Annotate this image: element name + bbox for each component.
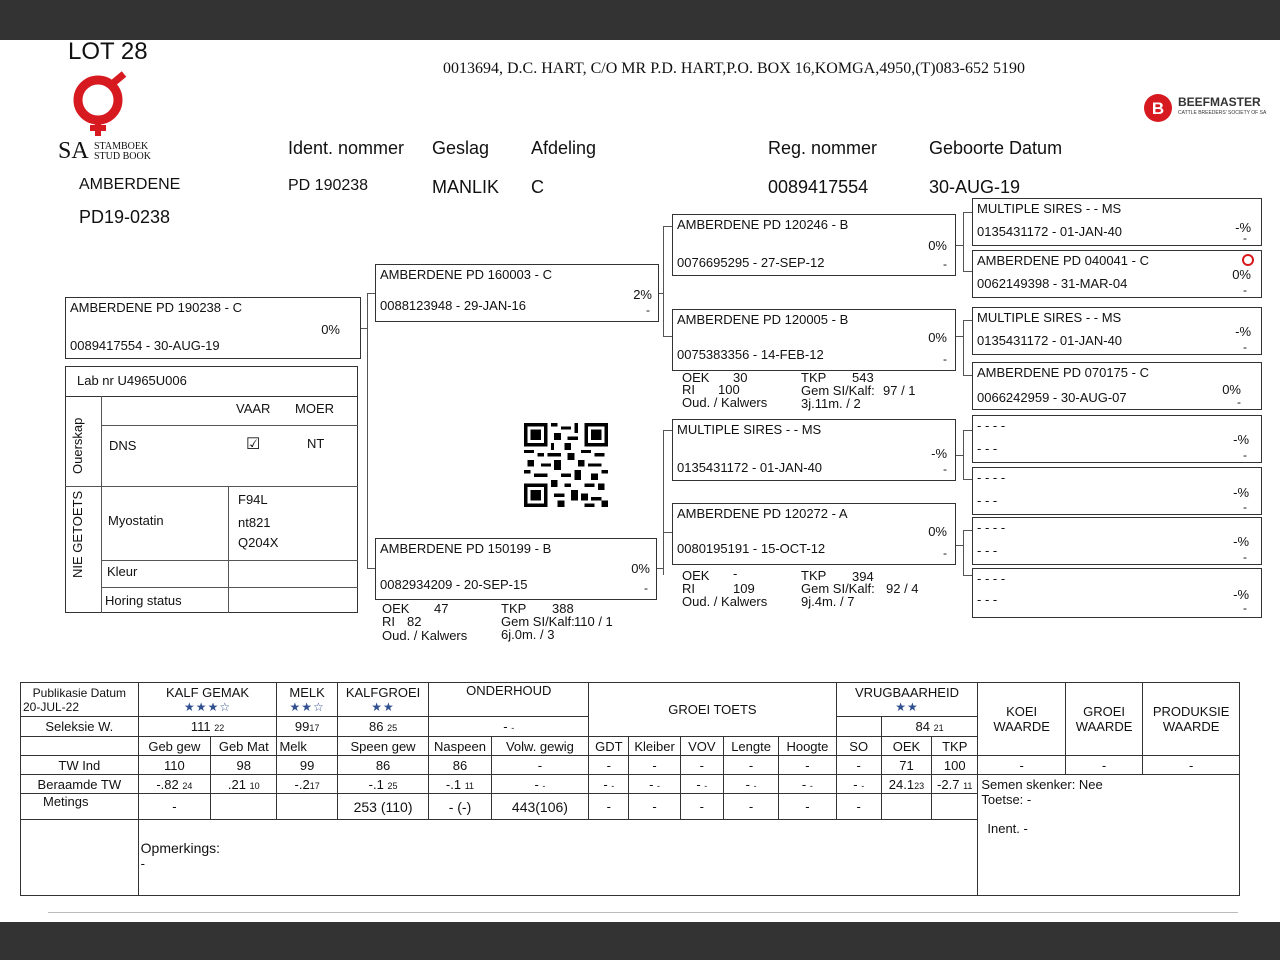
dd-ri: 109: [733, 581, 755, 596]
ggp-name-7: - - - -: [977, 520, 1006, 535]
col-gdt: GDT: [589, 737, 629, 756]
table-cell: [491, 775, 589, 794]
ggp-name-4: AMBERDENE PD 070175 - C: [977, 365, 1149, 380]
sire-dam-dash: -: [943, 352, 947, 366]
col-tkp: TKP: [932, 737, 978, 756]
ggp-dash-5: -: [1243, 448, 1247, 462]
logo-studbook: STUD BOOK: [94, 151, 151, 162]
ggp-box-1: [972, 198, 1262, 246]
sel-melk: [277, 717, 337, 737]
sel-kalfgroei: [337, 717, 429, 737]
red-mark-icon: [1241, 253, 1255, 267]
table-cell: [337, 775, 429, 794]
dam-oek: 47: [434, 601, 449, 616]
table-cell: [629, 775, 680, 794]
footer-divider: [48, 912, 1238, 913]
ggp-pct-4: 0%: [1222, 382, 1241, 397]
ber-acc: -: [861, 780, 865, 791]
ggp-box-4: [972, 362, 1262, 410]
ggp-reg-2: 0062149398 - 31-MAR-04: [977, 276, 1128, 291]
ggp-reg-3: 0135431172 - 01-JAN-40: [977, 333, 1123, 348]
beefmaster-name: BEEFMASTER: [1178, 95, 1261, 109]
table-cell: -: [629, 794, 680, 820]
table-cell: 100: [932, 756, 978, 775]
table-cell: [277, 775, 337, 794]
lab-nr-box: [65, 366, 358, 397]
nie-getoets-label: NIE GETOETS: [70, 490, 85, 578]
sd-oek: 30: [733, 370, 748, 385]
ggp-dash-4: -: [1237, 395, 1241, 409]
sire-sire-box: [672, 214, 956, 276]
vrug-head: [836, 683, 978, 717]
breeder-line: 0013694, D.C. HART, C/O MR P.D. HART,P.O. BOX 16,KOMGA,4950,(T)083-652 5190: [443, 60, 1025, 77]
table-cell: [589, 775, 629, 794]
ber-acc: -: [657, 780, 661, 791]
dns-label: DNS: [109, 438, 137, 453]
kalfgroei-stars-icon: ★★: [371, 700, 395, 714]
table-cell: [881, 794, 931, 820]
dam-tkp: 388: [552, 601, 574, 616]
table-cell: -: [723, 794, 778, 820]
myostatin-nt821: nt821: [238, 515, 271, 530]
animal-code: PD19-0238: [79, 207, 171, 227]
lab-nr: Lab nr U4965U006: [77, 373, 187, 388]
sel-vrug-blank: [836, 717, 881, 737]
ber-acc: 23: [914, 780, 925, 791]
dam-dash: -: [644, 581, 648, 595]
col-kleiber: Kleiber: [629, 737, 680, 756]
kalf-gemak-head: [138, 683, 277, 717]
dam-oud-label: Oud. / Kalwers: [382, 628, 468, 643]
sel-vrug-sub: 21: [933, 723, 944, 733]
table-cell: -: [589, 794, 629, 820]
sel-ond-sub: -: [511, 723, 515, 733]
col-volw-gewig: Volw. gewig: [491, 737, 589, 756]
sel-kg-sub: 22: [214, 723, 225, 733]
beraamde-row: [21, 775, 1240, 794]
dam-gem-label: Gem SI/Kalf:: [501, 614, 575, 629]
dd-tkp: 394: [852, 569, 874, 584]
col-oek: OEK: [881, 737, 931, 756]
dam-sire-pct: -%: [931, 446, 947, 461]
ggp-name-3: MULTIPLE SIRES - - MS: [977, 310, 1122, 325]
melk-stars-icon: ★★☆: [289, 700, 325, 714]
table-cell: -: [723, 756, 778, 775]
dam-tkp-label: TKP: [501, 601, 527, 616]
table-cell: -: [779, 794, 836, 820]
remarks-value: -: [140, 856, 146, 871]
remarks-cell: [138, 820, 978, 896]
table-cell: 110: [138, 756, 210, 775]
inent-text: Inent. -: [987, 821, 1028, 836]
produksie-waarde-head: PRODUKSIE WAARDE: [1143, 683, 1240, 756]
sire-sire-pct: 0%: [928, 238, 947, 253]
sire-dash: -: [646, 303, 650, 317]
pub-date: 20-JUL-22: [23, 699, 80, 714]
kalfgroei-label: KALFGROEI: [345, 685, 421, 700]
sire-pct: 2%: [633, 287, 652, 302]
met-label: Metings: [21, 794, 139, 820]
table-cell: 86: [337, 756, 429, 775]
col-hoogte: Hoogte: [779, 737, 836, 756]
sd-oek-label: OEK: [682, 370, 710, 385]
ggp-box-6: [972, 467, 1262, 515]
dd-ri-label: RI: [682, 581, 695, 596]
sd-ri: 100: [718, 382, 740, 397]
dd-tkp-label: TKP: [801, 568, 827, 583]
sel-kalf-gemak: [138, 717, 277, 737]
vrug-label: VRUGBAARHEID: [854, 685, 959, 700]
pub-cell: [21, 683, 139, 717]
col-speen-gew: Speen gew: [337, 737, 429, 756]
ggp-dash-3: -: [1243, 340, 1247, 354]
ggp-dash-8: -: [1243, 601, 1247, 615]
lot-number: LOT 28: [68, 38, 148, 65]
dam-dam-box: [672, 503, 956, 565]
col-geb-gew: Geb gew: [138, 737, 210, 756]
reg-header: Reg. nommer: [768, 138, 878, 158]
dam-dam-dash: -: [943, 546, 947, 560]
sel-melk-val: 99: [294, 719, 310, 734]
dam-sire-name: MULTIPLE SIRES - - MS: [677, 422, 822, 437]
table-cell: 71: [881, 756, 931, 775]
subject-name: AMBERDENE PD 190238 - C: [70, 300, 242, 315]
sel-vrug: [881, 717, 978, 737]
ber-acc: -: [809, 780, 813, 791]
ber-val: -: [801, 776, 807, 792]
ber-val: -: [853, 776, 858, 792]
horing-status-label: Horing status: [105, 593, 182, 608]
moer-value: NT: [307, 436, 325, 451]
tw-row: [21, 756, 1240, 775]
table-cell: [680, 775, 723, 794]
table-cell: [836, 775, 881, 794]
melk-head: [277, 683, 337, 717]
sd-gem-label: Gem SI/Kalf:: [801, 383, 875, 398]
ident-value: PD 190238: [288, 177, 369, 194]
ber-acc: 24: [182, 780, 193, 791]
subject-reg: 0089417554 - 30-AUG-19: [70, 338, 220, 353]
ggp-name-6: - - - -: [977, 470, 1006, 485]
ber-val: -: [649, 776, 654, 792]
ggp-name-1: MULTIPLE SIRES - - MS: [977, 201, 1122, 216]
table-cell: -: [680, 794, 723, 820]
dd-oud-label: Oud. / Kalwers: [682, 594, 768, 609]
table-cell: -: [138, 794, 210, 820]
ggp-reg-1: 0135431172 - 01-JAN-40: [977, 224, 1123, 239]
koei-waarde-head: KOEI WAARDE: [978, 683, 1066, 756]
ggp-reg-8: - - -: [977, 592, 998, 607]
col-melk: Melk: [277, 737, 337, 756]
sire-dam-name: AMBERDENE PD 120005 - B: [677, 312, 849, 327]
ggp-name-8: - - - -: [977, 571, 1006, 586]
ber-val: -2.7: [937, 776, 960, 792]
pub-label: Publikasie Datum: [32, 685, 127, 700]
breeding-values-table: [20, 682, 1240, 896]
vaar-checkbox-icon: ☑: [246, 436, 261, 453]
kalf-gemak-stars-icon: ★★★☆: [184, 700, 232, 714]
ggp-reg-4: 0066242959 - 30-AUG-07: [977, 390, 1127, 405]
ggp-pct-3: -%: [1235, 324, 1251, 339]
herd-name: AMBERDENE: [79, 176, 181, 193]
ber-val: -.1: [368, 776, 384, 792]
table-cell: [211, 775, 277, 794]
sire-sire-name: AMBERDENE PD 120246 - B: [677, 217, 849, 232]
table-cell: -: [629, 756, 680, 775]
ber-acc: -: [753, 780, 757, 791]
moer-header: MOER: [295, 401, 334, 416]
dam-gem: 110 / 1: [574, 614, 613, 629]
remarks-blank: [21, 820, 139, 896]
myostatin-f94l: F94L: [238, 492, 268, 507]
ber-val: -: [745, 776, 750, 792]
table-cell: 98: [211, 756, 277, 775]
top-bar: [0, 0, 1280, 40]
melk-label: MELK: [289, 685, 325, 700]
ggp-dash-7: -: [1243, 550, 1247, 564]
table-cell: [779, 775, 836, 794]
ber-acc: -: [704, 780, 708, 791]
table-cell: 86: [429, 756, 491, 775]
sire-box: [375, 264, 659, 322]
ber-val: -.82: [156, 776, 179, 792]
sel-onderhoud: [429, 717, 589, 737]
ber-val: .21: [227, 776, 246, 792]
dam-sire-dash: -: [943, 462, 947, 476]
sel-melk-sub: 17: [309, 723, 320, 733]
col-lengte: Lengte: [723, 737, 778, 756]
ber-acc: -: [611, 780, 615, 791]
table-cell: -: [836, 756, 881, 775]
dam-dam-name: AMBERDENE PD 120272 - A: [677, 506, 848, 521]
sd-tkp: 543: [852, 370, 874, 385]
table-cell: -: [779, 756, 836, 775]
table-cell: 99: [277, 756, 337, 775]
dam-reg: 0082934209 - 20-SEP-15: [380, 577, 528, 592]
svg-text:B: B: [1151, 99, 1165, 118]
sel-vrug-val: 84: [915, 719, 931, 734]
remarks-label: Opmerkings:: [140, 840, 221, 856]
ggp-dash-2: -: [1243, 283, 1247, 297]
lab-test-box: [65, 396, 358, 613]
sel-groei-val: 86: [369, 719, 384, 734]
table-cell: 253 (110): [337, 794, 429, 820]
ber-acc: 10: [249, 780, 260, 791]
ggp-pct-8: -%: [1233, 587, 1249, 602]
tw-groei-waarde: -: [1065, 756, 1142, 775]
tw-produksie-waarde: -: [1143, 756, 1240, 775]
table-cell: [277, 794, 337, 820]
sel-groei-sub: 25: [387, 723, 398, 733]
sd-oud: 3j.11m. / 2: [801, 396, 861, 411]
ber-acc: 11: [963, 780, 973, 791]
cols-blank: [21, 737, 139, 756]
ggp-dash-1: -: [1243, 231, 1247, 245]
ber-val: -: [603, 776, 608, 792]
ggp-pct-7: -%: [1233, 534, 1249, 549]
ber-val: -.2: [294, 776, 310, 792]
dam-sire-reg: 0135431172 - 01-JAN-40: [677, 460, 823, 475]
table-cell: -: [836, 794, 881, 820]
logo-sa: SA: [58, 138, 89, 164]
dd-gem: 92 / 4: [886, 581, 919, 596]
subject-box: [65, 297, 361, 359]
ggp-reg-5: - - -: [977, 441, 998, 456]
vrug-stars-icon: ★★: [895, 700, 919, 714]
kalf-gemak-label: KALF GEMAK: [166, 685, 250, 700]
beefmaster-b-icon: [1143, 93, 1173, 123]
sd-oud-label: Oud. / Kalwers: [682, 395, 768, 410]
col-so: SO: [836, 737, 881, 756]
ber-acc: 17: [309, 780, 320, 791]
ouerskap-label: Ouerskap: [70, 417, 85, 474]
sel-kg-val: 111: [190, 719, 211, 734]
dam-ri: 82: [407, 614, 422, 629]
ggp-box-7: [972, 517, 1262, 565]
sd-ri-label: RI: [682, 382, 695, 397]
ber-val: -.1: [445, 776, 462, 792]
toetse-text: Toetse: -: [981, 792, 1032, 807]
section-value: C: [531, 177, 544, 197]
ggp-box-8: [972, 568, 1262, 618]
sire-dam-reg: 0075383356 - 14-FEB-12: [677, 347, 824, 362]
table-cell: [138, 775, 210, 794]
dam-dam-pct: 0%: [928, 524, 947, 539]
dam-dam-reg: 0080195191 - 15-OCT-12: [677, 541, 826, 556]
kalfgroei-head: [337, 683, 429, 717]
ber-acc: 11: [464, 780, 475, 791]
kleur-label: Kleur: [107, 564, 138, 579]
dd-gem-label: Gem SI/Kalf:: [801, 581, 875, 596]
table-cell: 443(106): [491, 794, 589, 820]
dam-sire-box: [672, 419, 956, 481]
ident-header: Ident. nommer: [288, 138, 405, 158]
ggp-pct-2: 0%: [1232, 267, 1251, 282]
dam-box: [375, 538, 657, 600]
logo-stamboek: STAMBOEK: [94, 141, 149, 152]
sex-value: MANLIK: [432, 177, 500, 197]
table-cell: [932, 794, 978, 820]
ggp-reg-7: - - -: [977, 543, 998, 558]
table-cell: [723, 775, 778, 794]
semen-text: Semen skenker: Nee: [981, 777, 1103, 792]
reg-value: 0089417554: [768, 177, 869, 197]
ggp-box-5: [972, 415, 1262, 463]
table-cell: -: [589, 756, 629, 775]
sd-tkp-label: TKP: [801, 370, 827, 385]
dd-oud: 9j.4m. / 7: [801, 594, 855, 609]
ber-val: -: [534, 776, 539, 792]
table-cell: -: [491, 756, 589, 775]
table-cell: [429, 775, 491, 794]
col-geb-mat: Geb Mat: [211, 737, 277, 756]
ggp-pct-5: -%: [1233, 432, 1249, 447]
dam-name: AMBERDENE PD 150199 - B: [380, 541, 552, 556]
dob-value: 30-AUG-19: [929, 177, 1021, 197]
myostatin-q204x: Q204X: [238, 535, 279, 550]
bottom-bar: [0, 922, 1280, 960]
qr-code-icon: [522, 423, 610, 507]
dam-oud: 6j.0m. / 3: [501, 627, 555, 642]
dam-oek-label: OEK: [382, 601, 410, 616]
ggp-reg-6: - - -: [977, 493, 998, 508]
ggp-box-2: [972, 250, 1262, 298]
myostatin-label: Myostatin: [108, 513, 164, 528]
sire-sire-reg: 0076695295 - 27-SEP-12: [677, 255, 825, 270]
ber-acc: -: [542, 780, 546, 791]
groei-toets-head: GROEI TOETS: [589, 683, 836, 737]
table-cell: [881, 775, 931, 794]
sel-ond-val: -: [503, 719, 508, 734]
ggp-name-2: AMBERDENE PD 040041 - C: [977, 253, 1149, 268]
dob-header: Geboorte Datum: [929, 138, 1063, 158]
sire-reg: 0088123948 - 29-JAN-16: [380, 298, 526, 313]
ber-val: -: [696, 776, 701, 792]
sire-name: AMBERDENE PD 160003 - C: [380, 267, 552, 282]
sire-sire-dash: -: [943, 257, 947, 271]
seleksie-label: Seleksie W.: [21, 717, 139, 737]
col-vov: VOV: [680, 737, 723, 756]
col-naspeen: Naspeen: [429, 737, 491, 756]
tw-koei-waarde: -: [978, 756, 1066, 775]
sd-gem: 97 / 1: [883, 383, 916, 398]
sire-dam-pct: 0%: [928, 330, 947, 345]
vaar-header: VAAR: [236, 401, 271, 416]
dam-ri-label: RI: [382, 614, 395, 629]
beefmaster-sub: CATTLE BREEDERS' SOCIETY OF SA: [1178, 110, 1267, 116]
table-cell: - (-): [429, 794, 491, 820]
table-cell: [932, 775, 978, 794]
section-header: Afdeling: [531, 138, 597, 158]
table-cell: [211, 794, 277, 820]
sa-studbook-symbol-icon: [68, 70, 132, 140]
tw-label: TW Ind: [21, 756, 139, 775]
subject-pct: 0%: [321, 322, 340, 337]
groei-waarde-head: GROEI WAARDE: [1065, 683, 1142, 756]
dam-pct: 0%: [631, 561, 650, 576]
ber-acc: 25: [387, 780, 398, 791]
ggp-pct-1: -%: [1235, 220, 1251, 235]
ggp-box-3: [972, 307, 1262, 355]
ber-label: Beraamde TW: [21, 775, 139, 794]
notes-cell: [978, 775, 1240, 896]
onderhoud-head: ONDERHOUD: [429, 683, 589, 717]
ggp-name-5: - - - -: [977, 418, 1006, 433]
sex-header: Geslag: [432, 138, 490, 158]
dd-oek: -: [733, 566, 738, 581]
ggp-dash-6: -: [1243, 500, 1247, 514]
ggp-pct-6: -%: [1233, 485, 1249, 500]
ber-val: 24.1: [888, 776, 915, 792]
table-cell: -: [680, 756, 723, 775]
sire-dam-box: [672, 309, 956, 371]
dd-oek-label: OEK: [682, 568, 710, 583]
